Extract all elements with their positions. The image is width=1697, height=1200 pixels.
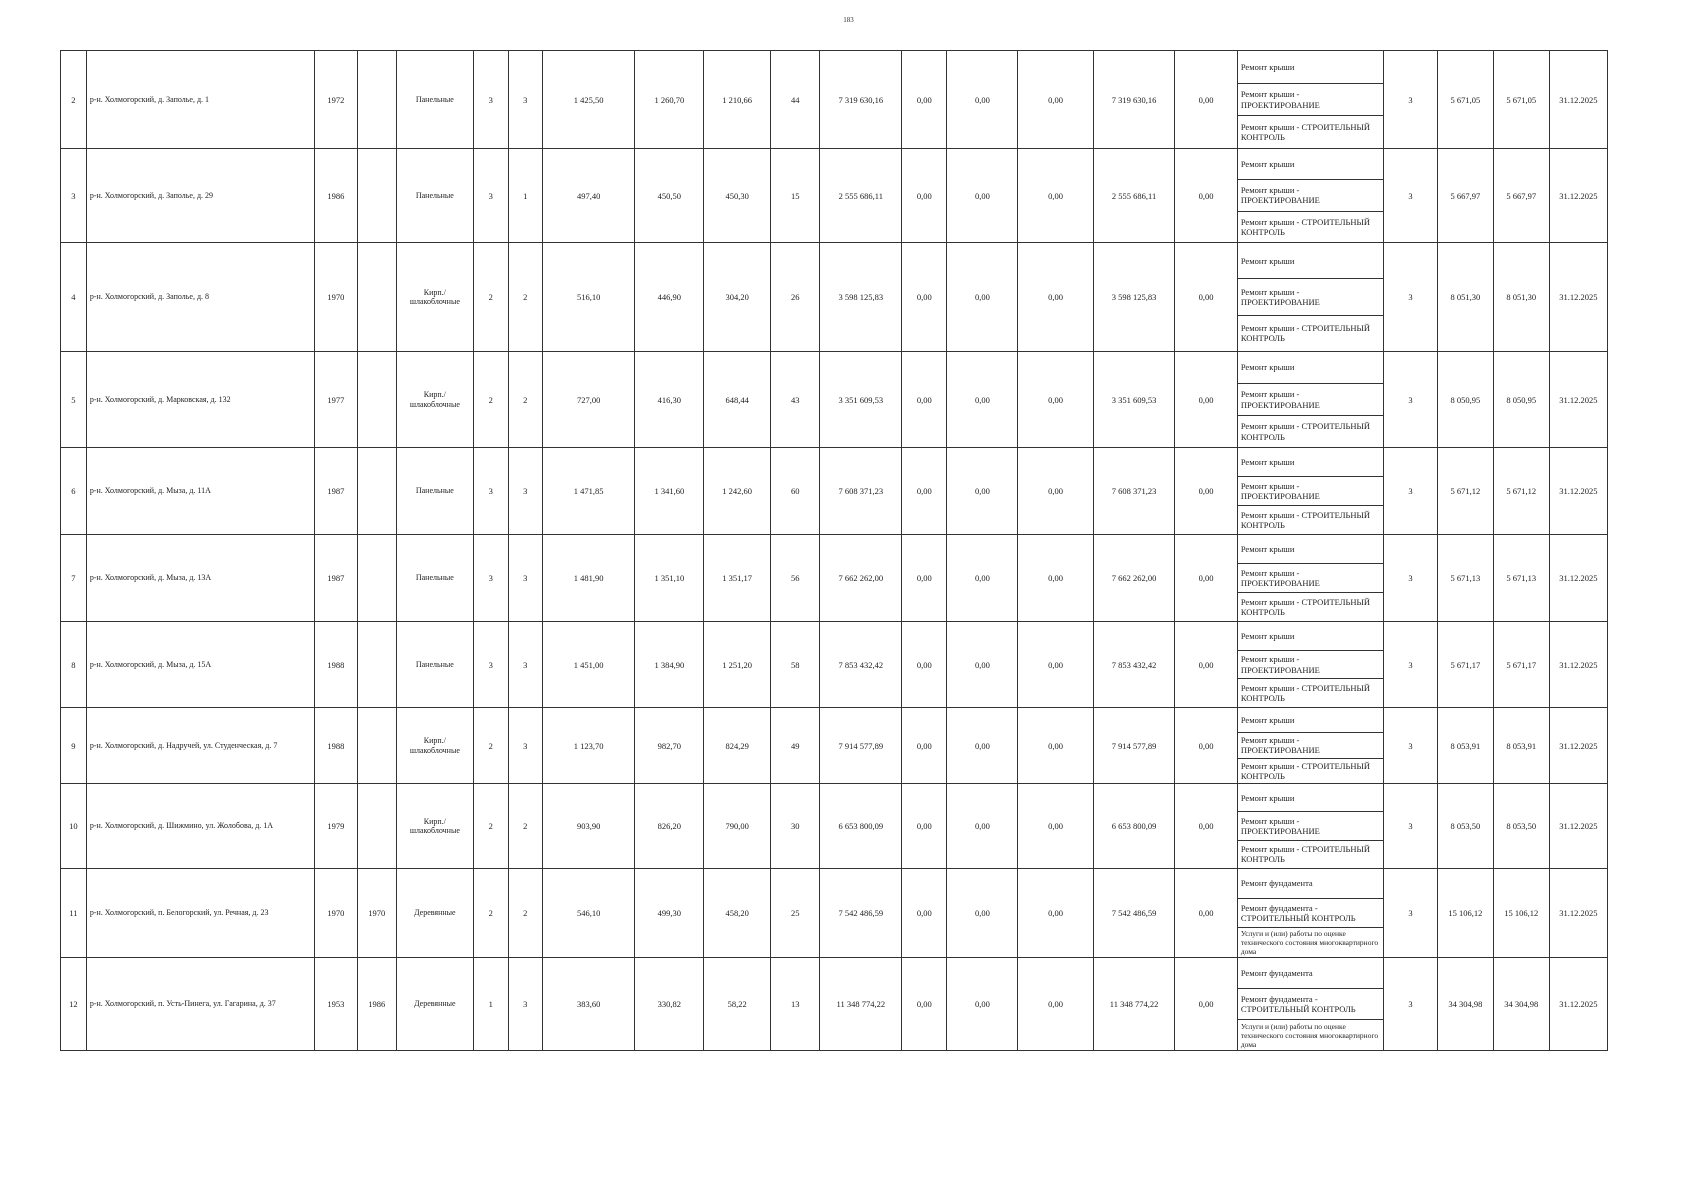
work-item: Ремонт крыши - СТРОИТЕЛЬНЫЙ КОНТРОЛЬ xyxy=(1240,216,1371,237)
row-number: 8 xyxy=(61,622,87,708)
floors-cell: 2 xyxy=(474,708,508,784)
residential-area-cell: 58,22 xyxy=(704,958,771,1051)
residents-cell: 58 xyxy=(770,622,819,708)
year-repair-cell: 1970 xyxy=(357,869,396,958)
living-area-cell: 826,20 xyxy=(635,784,704,869)
deadline-cell: 31.12.2025 xyxy=(1549,243,1607,352)
total-area-cell: 1 481,90 xyxy=(542,535,635,622)
unit-cost-cell: 8 053,91 xyxy=(1437,708,1493,784)
row-number: 6 xyxy=(61,448,87,535)
other-cost-cell: 0,00 xyxy=(1175,352,1237,448)
total-area-cell: 1 123,70 xyxy=(542,708,635,784)
year-repair-cell xyxy=(357,149,396,243)
regional-cost-cell: 0,00 xyxy=(947,352,1018,448)
work-item: Ремонт крыши - ПРОЕКТИРОВАНИЕ xyxy=(1238,651,1383,680)
year-repair-cell xyxy=(357,622,396,708)
deadline-cell: 31.12.2025 xyxy=(1549,869,1607,958)
residents-cell: 13 xyxy=(770,958,819,1051)
wall-material-cell: Панельные xyxy=(396,448,473,535)
work-item: Ремонт крыши - ПРОЕКТИРОВАНИЕ xyxy=(1238,384,1383,416)
work-item: Ремонт крыши - ПРОЕКТИРОВАНИЕ xyxy=(1238,812,1383,840)
owners-cost-cell: 3 351 609,53 xyxy=(1093,352,1175,448)
residents-cell: 49 xyxy=(770,708,819,784)
residents-cell: 43 xyxy=(770,352,819,448)
work-item: Ремонт крыши xyxy=(1238,708,1383,733)
year-repair-cell xyxy=(357,535,396,622)
total-cost-cell: 2 555 686,11 xyxy=(820,149,902,243)
wall-material-cell: Деревянные xyxy=(396,869,473,958)
table-row xyxy=(61,243,1608,352)
living-area-cell: 982,70 xyxy=(635,708,704,784)
year-repair-cell xyxy=(357,352,396,448)
other-cost-cell: 0,00 xyxy=(1175,784,1237,869)
unit-cost-cell: 5 671,12 xyxy=(1437,448,1493,535)
wall-material-cell: Кирп./ шлакоблочные xyxy=(396,352,473,448)
row-number: 4 xyxy=(61,243,87,352)
work-item: Ремонт крыши - ПРОЕКТИРОВАНИЕ xyxy=(1238,477,1383,506)
work-item: Услуги и (или) работы по оценке технического состояния многоквартирного дома xyxy=(1240,929,1379,956)
regional-cost-cell: 0,00 xyxy=(947,622,1018,708)
floors-cell: 1 xyxy=(474,958,508,1051)
other-cost-cell: 0,00 xyxy=(1175,149,1237,243)
year-repair-cell xyxy=(357,51,396,149)
living-area-cell: 1 384,90 xyxy=(635,622,704,708)
work-item: Ремонт крыши - СТРОИТЕЛЬНЫЙ КОНТРОЛЬ xyxy=(1240,596,1371,617)
local-cost-cell: 0,00 xyxy=(1018,535,1093,622)
wall-material-cell: Панельные xyxy=(396,149,473,243)
fund-cost-cell: 0,00 xyxy=(902,51,947,149)
work-item: Ремонт крыши - СТРОИТЕЛЬНЫЙ КОНТРОЛЬ xyxy=(1240,509,1371,530)
work-item: Ремонт крыши - ПРОЕКТИРОВАНИЕ xyxy=(1238,84,1383,117)
wall-material-cell: Кирп./ шлакоблочные xyxy=(396,708,473,784)
wall-material-cell: Кирп./ шлакоблочные xyxy=(396,243,473,352)
work-item: Ремонт крыши - СТРОИТЕЛЬНЫЙ КОНТРОЛЬ xyxy=(1240,760,1371,781)
total-area-cell: 546,10 xyxy=(542,869,635,958)
works-count-cell: 3 xyxy=(1384,958,1438,1051)
address-cell: р-н. Холмогорский, д. Заполье, д. 1 xyxy=(86,51,314,149)
entrances-cell: 3 xyxy=(508,622,542,708)
deadline-cell: 31.12.2025 xyxy=(1549,352,1607,448)
local-cost-cell: 0,00 xyxy=(1018,869,1093,958)
work-item: Ремонт крыши xyxy=(1238,243,1383,279)
table-row xyxy=(61,448,1608,535)
residential-area-cell: 1 251,20 xyxy=(704,622,771,708)
local-cost-cell: 0,00 xyxy=(1018,622,1093,708)
regional-cost-cell: 0,00 xyxy=(947,958,1018,1051)
row-number: 9 xyxy=(61,708,87,784)
local-cost-cell: 0,00 xyxy=(1018,448,1093,535)
owners-cost-cell: 3 598 125,83 xyxy=(1093,243,1175,352)
entrances-cell: 2 xyxy=(508,243,542,352)
entrances-cell: 2 xyxy=(508,784,542,869)
living-area-cell: 1 260,70 xyxy=(635,51,704,149)
max-unit-cost-cell: 34 304,98 xyxy=(1493,958,1549,1051)
owners-cost-cell: 11 348 774,22 xyxy=(1093,958,1175,1051)
fund-cost-cell: 0,00 xyxy=(902,869,947,958)
total-area-cell: 516,10 xyxy=(542,243,635,352)
work-item: Ремонт крыши xyxy=(1238,622,1383,651)
work-item: Ремонт крыши - СТРОИТЕЛЬНЫЙ КОНТРОЛЬ xyxy=(1240,682,1371,704)
fund-cost-cell: 0,00 xyxy=(902,622,947,708)
living-area-cell: 1 341,60 xyxy=(635,448,704,535)
row-number: 2 xyxy=(61,51,87,149)
unit-cost-cell: 8 053,50 xyxy=(1437,784,1493,869)
work-item: Ремонт крыши xyxy=(1238,535,1383,564)
address-cell: р-н. Холмогорский, п. Усть-Пинега, ул. Гагарина, д. 37 xyxy=(86,958,314,1051)
residents-cell: 26 xyxy=(770,243,819,352)
year-repair-cell xyxy=(357,243,396,352)
work-item: Ремонт крыши - ПРОЕКТИРОВАНИЕ xyxy=(1238,733,1383,758)
regional-cost-cell: 0,00 xyxy=(947,869,1018,958)
table-row xyxy=(61,869,1608,958)
address-cell: р-н. Холмогорский, д. Марковская, д. 132 xyxy=(86,352,314,448)
total-area-cell: 1 471,85 xyxy=(542,448,635,535)
works-count-cell: 3 xyxy=(1384,243,1438,352)
floors-cell: 2 xyxy=(474,784,508,869)
year-built-cell: 1988 xyxy=(314,622,357,708)
owners-cost-cell: 2 555 686,11 xyxy=(1093,149,1175,243)
works-cell xyxy=(1237,51,1383,149)
regional-cost-cell: 0,00 xyxy=(947,784,1018,869)
work-item: Ремонт крыши - ПРОЕКТИРОВАНИЕ xyxy=(1238,564,1383,593)
work-item: Ремонт крыши xyxy=(1238,352,1383,384)
works-count-cell: 3 xyxy=(1384,869,1438,958)
residential-area-cell: 824,29 xyxy=(704,708,771,784)
work-item: Ремонт фундамента - СТРОИТЕЛЬНЫЙ КОНТРОЛЬ xyxy=(1238,989,1383,1020)
fund-cost-cell: 0,00 xyxy=(902,784,947,869)
wall-material-cell: Панельные xyxy=(396,535,473,622)
table-row xyxy=(61,352,1608,448)
other-cost-cell: 0,00 xyxy=(1175,869,1237,958)
owners-cost-cell: 7 914 577,89 xyxy=(1093,708,1175,784)
floors-cell: 3 xyxy=(474,51,508,149)
works-count-cell: 3 xyxy=(1384,784,1438,869)
entrances-cell: 3 xyxy=(508,708,542,784)
address-cell: р-н. Холмогорский, д. Мыза, д. 13А xyxy=(86,535,314,622)
works-cell xyxy=(1237,958,1383,1051)
row-number: 7 xyxy=(61,535,87,622)
max-unit-cost-cell: 8 051,30 xyxy=(1493,243,1549,352)
max-unit-cost-cell: 5 671,13 xyxy=(1493,535,1549,622)
floors-cell: 2 xyxy=(474,243,508,352)
address-cell: р-н. Холмогорский, д. Заполье, д. 29 xyxy=(86,149,314,243)
living-area-cell: 450,50 xyxy=(635,149,704,243)
floors-cell: 3 xyxy=(474,448,508,535)
row-number: 5 xyxy=(61,352,87,448)
owners-cost-cell: 7 542 486,59 xyxy=(1093,869,1175,958)
owners-cost-cell: 7 608 371,23 xyxy=(1093,448,1175,535)
unit-cost-cell: 8 051,30 xyxy=(1437,243,1493,352)
works-cell xyxy=(1237,448,1383,535)
other-cost-cell: 0,00 xyxy=(1175,243,1237,352)
work-item: Ремонт крыши - ПРОЕКТИРОВАНИЕ xyxy=(1238,180,1383,211)
entrances-cell: 3 xyxy=(508,448,542,535)
repair-program-table xyxy=(60,50,1608,1051)
table-row xyxy=(61,535,1608,622)
works-cell xyxy=(1237,622,1383,708)
total-area-cell: 903,90 xyxy=(542,784,635,869)
year-built-cell: 1972 xyxy=(314,51,357,149)
wall-material-cell: Панельные xyxy=(396,622,473,708)
residential-area-cell: 1 242,60 xyxy=(704,448,771,535)
work-item: Ремонт крыши - СТРОИТЕЛЬНЫЙ КОНТРОЛЬ xyxy=(1240,421,1371,442)
entrances-cell: 1 xyxy=(508,149,542,243)
work-item: Ремонт крыши xyxy=(1238,51,1383,84)
local-cost-cell: 0,00 xyxy=(1018,352,1093,448)
wall-material-cell: Кирп./ шлакоблочные xyxy=(396,784,473,869)
table-row xyxy=(61,784,1608,869)
total-cost-cell: 7 542 486,59 xyxy=(820,869,902,958)
address-cell: р-н. Холмогорский, п. Белогорский, ул. Речная, д. 23 xyxy=(86,869,314,958)
table-row xyxy=(61,708,1608,784)
works-count-cell: 3 xyxy=(1384,149,1438,243)
regional-cost-cell: 0,00 xyxy=(947,243,1018,352)
entrances-cell: 3 xyxy=(508,958,542,1051)
owners-cost-cell: 7 662 262,00 xyxy=(1093,535,1175,622)
work-item: Ремонт крыши xyxy=(1238,149,1383,180)
year-built-cell: 1986 xyxy=(314,149,357,243)
fund-cost-cell: 0,00 xyxy=(902,958,947,1051)
max-unit-cost-cell: 15 106,12 xyxy=(1493,869,1549,958)
fund-cost-cell: 0,00 xyxy=(902,535,947,622)
fund-cost-cell: 0,00 xyxy=(902,243,947,352)
total-area-cell: 1 425,50 xyxy=(542,51,635,149)
other-cost-cell: 0,00 xyxy=(1175,448,1237,535)
total-cost-cell: 11 348 774,22 xyxy=(820,958,902,1051)
year-built-cell: 1970 xyxy=(314,243,357,352)
living-area-cell: 416,30 xyxy=(635,352,704,448)
unit-cost-cell: 5 667,97 xyxy=(1437,149,1493,243)
residents-cell: 25 xyxy=(770,869,819,958)
table-row xyxy=(61,149,1608,243)
works-count-cell: 3 xyxy=(1384,622,1438,708)
entrances-cell: 3 xyxy=(508,51,542,149)
address-cell: р-н. Холмогорский, д. Шижмино, ул. Жолобова, д. 1А xyxy=(86,784,314,869)
table-row xyxy=(61,958,1608,1051)
total-area-cell: 727,00 xyxy=(542,352,635,448)
living-area-cell: 499,30 xyxy=(635,869,704,958)
works-cell xyxy=(1237,149,1383,243)
works-count-cell: 3 xyxy=(1384,708,1438,784)
work-item: Ремонт фундамента xyxy=(1238,958,1383,989)
residents-cell: 30 xyxy=(770,784,819,869)
other-cost-cell: 0,00 xyxy=(1175,958,1237,1051)
floors-cell: 3 xyxy=(474,149,508,243)
max-unit-cost-cell: 5 671,17 xyxy=(1493,622,1549,708)
work-item: Ремонт крыши xyxy=(1238,784,1383,812)
work-item: Услуги и (или) работы по оценке технического состояния многоквартирного дома xyxy=(1240,1021,1379,1049)
owners-cost-cell: 7 319 630,16 xyxy=(1093,51,1175,149)
year-repair-cell xyxy=(357,708,396,784)
row-number: 10 xyxy=(61,784,87,869)
max-unit-cost-cell: 5 671,05 xyxy=(1493,51,1549,149)
local-cost-cell: 0,00 xyxy=(1018,784,1093,869)
owners-cost-cell: 7 853 432,42 xyxy=(1093,622,1175,708)
entrances-cell: 3 xyxy=(508,535,542,622)
row-number: 12 xyxy=(61,958,87,1051)
works-cell xyxy=(1237,869,1383,958)
fund-cost-cell: 0,00 xyxy=(902,448,947,535)
total-cost-cell: 7 662 262,00 xyxy=(820,535,902,622)
residential-area-cell: 1 351,17 xyxy=(704,535,771,622)
regional-cost-cell: 0,00 xyxy=(947,51,1018,149)
regional-cost-cell: 0,00 xyxy=(947,448,1018,535)
work-item: Ремонт фундамента xyxy=(1238,869,1383,899)
residential-area-cell: 450,30 xyxy=(704,149,771,243)
living-area-cell: 330,82 xyxy=(635,958,704,1051)
works-cell xyxy=(1237,243,1383,352)
deadline-cell: 31.12.2025 xyxy=(1549,958,1607,1051)
other-cost-cell: 0,00 xyxy=(1175,622,1237,708)
floors-cell: 3 xyxy=(474,535,508,622)
total-cost-cell: 7 319 630,16 xyxy=(820,51,902,149)
regional-cost-cell: 0,00 xyxy=(947,149,1018,243)
residential-area-cell: 648,44 xyxy=(704,352,771,448)
deadline-cell: 31.12.2025 xyxy=(1549,622,1607,708)
year-built-cell: 1977 xyxy=(314,352,357,448)
other-cost-cell: 0,00 xyxy=(1175,51,1237,149)
year-built-cell: 1979 xyxy=(314,784,357,869)
table-row xyxy=(61,51,1608,149)
deadline-cell: 31.12.2025 xyxy=(1549,149,1607,243)
residents-cell: 15 xyxy=(770,149,819,243)
deadline-cell: 31.12.2025 xyxy=(1549,448,1607,535)
year-repair-cell xyxy=(357,784,396,869)
work-item: Ремонт крыши - ПРОЕКТИРОВАНИЕ xyxy=(1238,279,1383,315)
living-area-cell: 446,90 xyxy=(635,243,704,352)
local-cost-cell: 0,00 xyxy=(1018,149,1093,243)
works-cell xyxy=(1237,352,1383,448)
total-cost-cell: 3 351 609,53 xyxy=(820,352,902,448)
residents-cell: 60 xyxy=(770,448,819,535)
residential-area-cell: 1 210,66 xyxy=(704,51,771,149)
total-area-cell: 383,60 xyxy=(542,958,635,1051)
local-cost-cell: 0,00 xyxy=(1018,958,1093,1051)
unit-cost-cell: 5 671,13 xyxy=(1437,535,1493,622)
deadline-cell: 31.12.2025 xyxy=(1549,535,1607,622)
fund-cost-cell: 0,00 xyxy=(902,708,947,784)
works-count-cell: 3 xyxy=(1384,352,1438,448)
row-number: 11 xyxy=(61,869,87,958)
max-unit-cost-cell: 5 671,12 xyxy=(1493,448,1549,535)
total-cost-cell: 7 914 577,89 xyxy=(820,708,902,784)
work-item: Ремонт крыши xyxy=(1238,448,1383,477)
work-item: Ремонт крыши - СТРОИТЕЛЬНЫЙ КОНТРОЛЬ xyxy=(1240,844,1371,865)
year-built-cell: 1953 xyxy=(314,958,357,1051)
year-built-cell: 1987 xyxy=(314,448,357,535)
other-cost-cell: 0,00 xyxy=(1175,708,1237,784)
table-row xyxy=(61,622,1608,708)
residents-cell: 44 xyxy=(770,51,819,149)
deadline-cell: 31.12.2025 xyxy=(1549,51,1607,149)
page-number: 183 xyxy=(843,16,854,24)
address-cell: р-н. Холмогорский, д. Мыза, д. 11А xyxy=(86,448,314,535)
unit-cost-cell: 34 304,98 xyxy=(1437,958,1493,1051)
residents-cell: 56 xyxy=(770,535,819,622)
row-number: 3 xyxy=(61,149,87,243)
works-cell xyxy=(1237,784,1383,869)
local-cost-cell: 0,00 xyxy=(1018,708,1093,784)
total-cost-cell: 7 608 371,23 xyxy=(820,448,902,535)
fund-cost-cell: 0,00 xyxy=(902,352,947,448)
work-item: Ремонт крыши - СТРОИТЕЛЬНЫЙ КОНТРОЛЬ xyxy=(1240,121,1371,143)
total-cost-cell: 6 653 800,09 xyxy=(820,784,902,869)
residential-area-cell: 304,20 xyxy=(704,243,771,352)
fund-cost-cell: 0,00 xyxy=(902,149,947,243)
max-unit-cost-cell: 5 667,97 xyxy=(1493,149,1549,243)
works-count-cell: 3 xyxy=(1384,51,1438,149)
regional-cost-cell: 0,00 xyxy=(947,535,1018,622)
other-cost-cell: 0,00 xyxy=(1175,535,1237,622)
owners-cost-cell: 6 653 800,09 xyxy=(1093,784,1175,869)
max-unit-cost-cell: 8 050,95 xyxy=(1493,352,1549,448)
local-cost-cell: 0,00 xyxy=(1018,51,1093,149)
year-built-cell: 1987 xyxy=(314,535,357,622)
wall-material-cell: Деревянные xyxy=(396,958,473,1051)
max-unit-cost-cell: 8 053,50 xyxy=(1493,784,1549,869)
unit-cost-cell: 15 106,12 xyxy=(1437,869,1493,958)
entrances-cell: 2 xyxy=(508,352,542,448)
floors-cell: 2 xyxy=(474,352,508,448)
year-built-cell: 1970 xyxy=(314,869,357,958)
address-cell: р-н. Холмогорский, д. Заполье, д. 8 xyxy=(86,243,314,352)
living-area-cell: 1 351,10 xyxy=(635,535,704,622)
total-cost-cell: 7 853 432,42 xyxy=(820,622,902,708)
residential-area-cell: 458,20 xyxy=(704,869,771,958)
year-repair-cell: 1986 xyxy=(357,958,396,1051)
total-area-cell: 1 451,00 xyxy=(542,622,635,708)
work-item: Ремонт фундамента - СТРОИТЕЛЬНЫЙ КОНТРОЛЬ xyxy=(1238,899,1383,929)
works-cell xyxy=(1237,535,1383,622)
year-repair-cell xyxy=(357,448,396,535)
total-area-cell: 497,40 xyxy=(542,149,635,243)
works-cell xyxy=(1237,708,1383,784)
wall-material-cell: Панельные xyxy=(396,51,473,149)
address-cell: р-н. Холмогорский, д. Мыза, д. 15А xyxy=(86,622,314,708)
residential-area-cell: 790,00 xyxy=(704,784,771,869)
deadline-cell: 31.12.2025 xyxy=(1549,784,1607,869)
works-count-cell: 3 xyxy=(1384,448,1438,535)
floors-cell: 2 xyxy=(474,869,508,958)
unit-cost-cell: 8 050,95 xyxy=(1437,352,1493,448)
unit-cost-cell: 5 671,05 xyxy=(1437,51,1493,149)
work-item: Ремонт крыши - СТРОИТЕЛЬНЫЙ КОНТРОЛЬ xyxy=(1240,323,1371,344)
floors-cell: 3 xyxy=(474,622,508,708)
entrances-cell: 2 xyxy=(508,869,542,958)
year-built-cell: 1988 xyxy=(314,708,357,784)
regional-cost-cell: 0,00 xyxy=(947,708,1018,784)
deadline-cell: 31.12.2025 xyxy=(1549,708,1607,784)
works-count-cell: 3 xyxy=(1384,535,1438,622)
total-cost-cell: 3 598 125,83 xyxy=(820,243,902,352)
max-unit-cost-cell: 8 053,91 xyxy=(1493,708,1549,784)
unit-cost-cell: 5 671,17 xyxy=(1437,622,1493,708)
address-cell: р-н. Холмогорский, д. Надручей, ул. Студенческая, д. 7 xyxy=(86,708,314,784)
local-cost-cell: 0,00 xyxy=(1018,243,1093,352)
